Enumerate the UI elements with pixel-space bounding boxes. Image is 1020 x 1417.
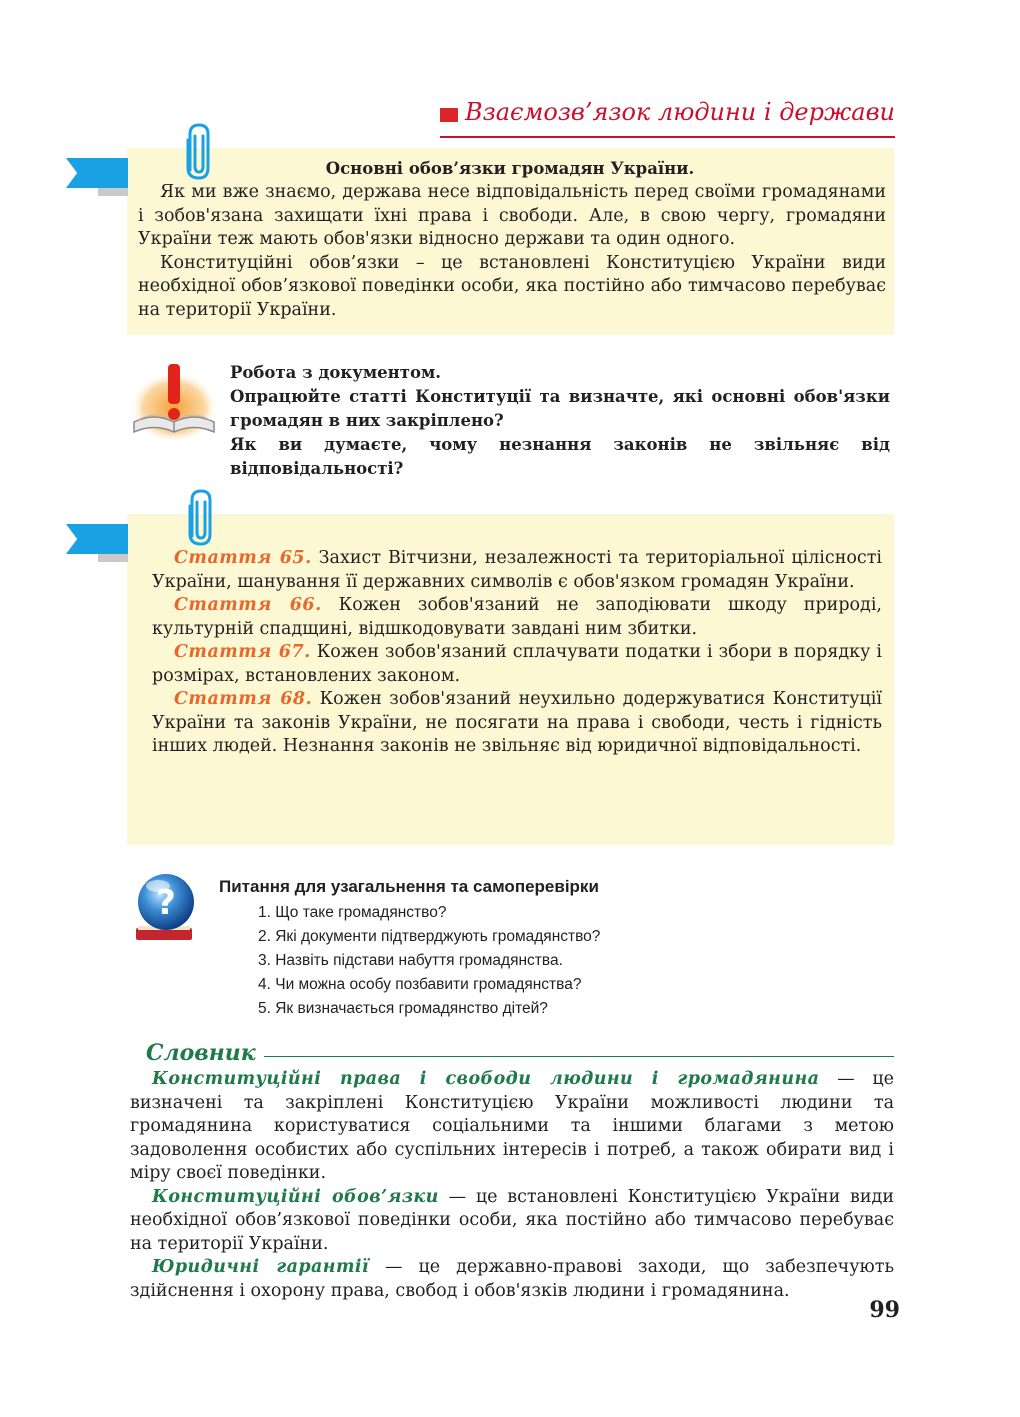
glossary-entry — [130, 1256, 894, 1303]
glossary-body — [130, 1068, 894, 1303]
book-exclamation-icon — [128, 360, 220, 442]
box1-paragraph: Конституційні обов’язки – це встановлені Конституцією України види необхідної обов’язкової поведінки особи, яка постійно або тимчасово перебуває на території України. — [138, 252, 886, 320]
header-marker — [440, 108, 458, 122]
article-67 — [152, 641, 882, 688]
glossary-entry — [130, 1068, 894, 1186]
paperclip-icon — [180, 488, 220, 548]
question-item: 4. Чи можна особу позбавити громадянства? — [258, 976, 582, 993]
article-text: Кожен зобов'язаний неухильно додержуватися Конституції України та законів України, не посягати на права і свободи, честь і гідність інших людей. Незнання законів не звільняє від юридичної відповідальності. — [152, 689, 882, 756]
box1-title: Основні обов’язки громадян України. — [325, 159, 695, 178]
article-text: Кожен зобов'язаний не заподіювати шкоду природі, культурній спадщині, відшкодовувати завдані ним збитки. — [152, 595, 882, 639]
glossary-term: Юридичні гарантії — [152, 1257, 369, 1277]
article-label: Стаття 67. — [174, 642, 311, 662]
article-label: Стаття 68. — [174, 689, 313, 709]
article-65 — [152, 547, 882, 594]
document-task-heading: Робота з документом. — [230, 363, 442, 382]
glossary-term: Конституційні обов’язки — [152, 1186, 439, 1207]
questions-title: Питання для узагальнення та самоперевірки — [219, 877, 599, 896]
glossary-title: Словник — [146, 1040, 264, 1066]
tab-shadow — [98, 554, 128, 562]
section-title: Взаємозв’язок людини і держави — [465, 98, 895, 126]
document-task — [230, 361, 890, 481]
section-header — [440, 96, 895, 138]
glossary-term: Конституційні права і свободи людини і громадянина — [152, 1069, 820, 1089]
questions-list — [258, 901, 600, 1021]
box1-body — [138, 181, 886, 322]
box1-paragraph: Як ми вже знаємо, держава несе відповідальність перед своїми громадянами і зобов'язана захищати їхні права і свободи. Але, в свою чергу, громадяни України теж мають обов'язки відносно держави та один одного. — [138, 182, 886, 249]
article-66 — [152, 594, 882, 641]
article-text: Кожен зобов'язаний сплачувати податки і збори в порядку і розмірах, встановлених законом. — [152, 642, 882, 686]
blue-tab-marker — [66, 158, 128, 188]
article-text: Захист Вітчизни, незалежності та територіальної цілісності України, шанування її державних символів є обов'язком громадян України. — [152, 548, 882, 592]
question-item: 1. Що таке громадянство? — [258, 904, 447, 921]
article-label: Стаття 65. — [174, 548, 312, 568]
page-number: 99 — [869, 1297, 900, 1323]
glossary-definition: — це державно-правові заходи, що забезпечують здійснення і охорону права, свобод і обов'язків людини і громадянина. — [130, 1257, 894, 1301]
glossary-definition: — це визначені та закріплені Конституцією України можливості людини та громадянина користуватися соціальними та іншими благами з метою задоволення особистих або суспільних інтересів і потреб, а також обирати вид і міру своєї поведінки. — [130, 1069, 894, 1183]
article-label: Стаття 66. — [174, 595, 322, 615]
document-task-instruction: Опрацюйте статті Конституції та визначте, які основні обов'язки громадян в них закріплено? — [230, 387, 890, 430]
glossary-definition: — це встановлені Конституцією України види необхідної обов’язкової поведінки особи, яка постійно або тимчасово перебуває на території України. — [130, 1186, 894, 1254]
blue-tab-marker — [66, 524, 128, 554]
tab-shadow — [98, 188, 128, 196]
constitution-articles — [152, 547, 882, 759]
glossary-entry — [130, 1186, 894, 1257]
article-68 — [152, 688, 882, 759]
svg-text:?: ? — [156, 883, 176, 923]
question-sphere-icon — [130, 870, 210, 946]
glossary-header — [146, 1040, 894, 1070]
question-item: 2. Які документи підтверджують громадянство? — [258, 928, 601, 945]
question-item: 3. Назвіть підстави набуття громадянства. — [258, 952, 563, 969]
question-item: 5. Як визначається громадянство дітей? — [258, 1000, 548, 1017]
document-task-question: Як ви думаєте, чому незнання законів не звільняє від відповідальності? — [230, 435, 890, 478]
